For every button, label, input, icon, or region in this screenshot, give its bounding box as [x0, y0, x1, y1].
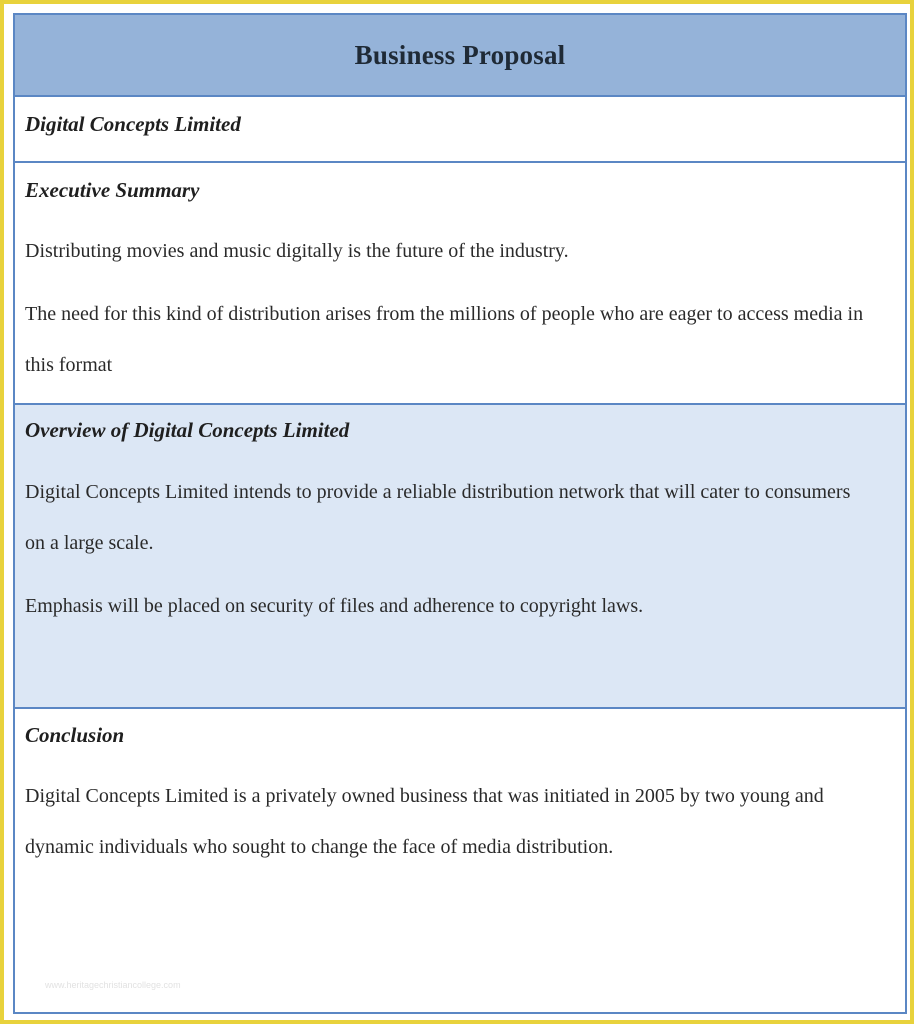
overview-section	[15, 405, 905, 709]
conclusion-section	[15, 709, 905, 1012]
section-heading-overview: Overview of Digital Concepts Limited	[25, 418, 350, 442]
proposal-table	[13, 13, 907, 1014]
watermark-text: www.heritagechristiancollege.com	[45, 980, 181, 990]
overview-paragraph-1: Digital Concepts Limited intends to provide a reliable distribution network that will cater to consumers on a large scale.	[25, 481, 851, 554]
executive-summary-section	[15, 163, 905, 405]
conclusion-paragraph-1: Digital Concepts Limited is a privately owned business that was initiated in 2005 by two young and dynamic individuals who sought to change the face of media distribution.	[25, 785, 824, 858]
company-row	[15, 97, 905, 163]
header-row	[15, 15, 905, 97]
section-heading-conclusion: Conclusion	[25, 723, 125, 747]
company-name: Digital Concepts Limited	[25, 112, 241, 136]
page-title: Business Proposal	[354, 39, 566, 70]
overview-paragraph-2: Emphasis will be placed on security of files and adherence to copyright laws.	[25, 595, 644, 617]
executive-summary-paragraph-1: Distributing movies and music digitally is the future of the industry.	[25, 240, 569, 262]
section-heading-executive-summary: Executive Summary	[25, 178, 200, 202]
executive-summary-paragraph-2: The need for this kind of distribution arises from the millions of people who are eager to access media in this format	[25, 303, 864, 376]
